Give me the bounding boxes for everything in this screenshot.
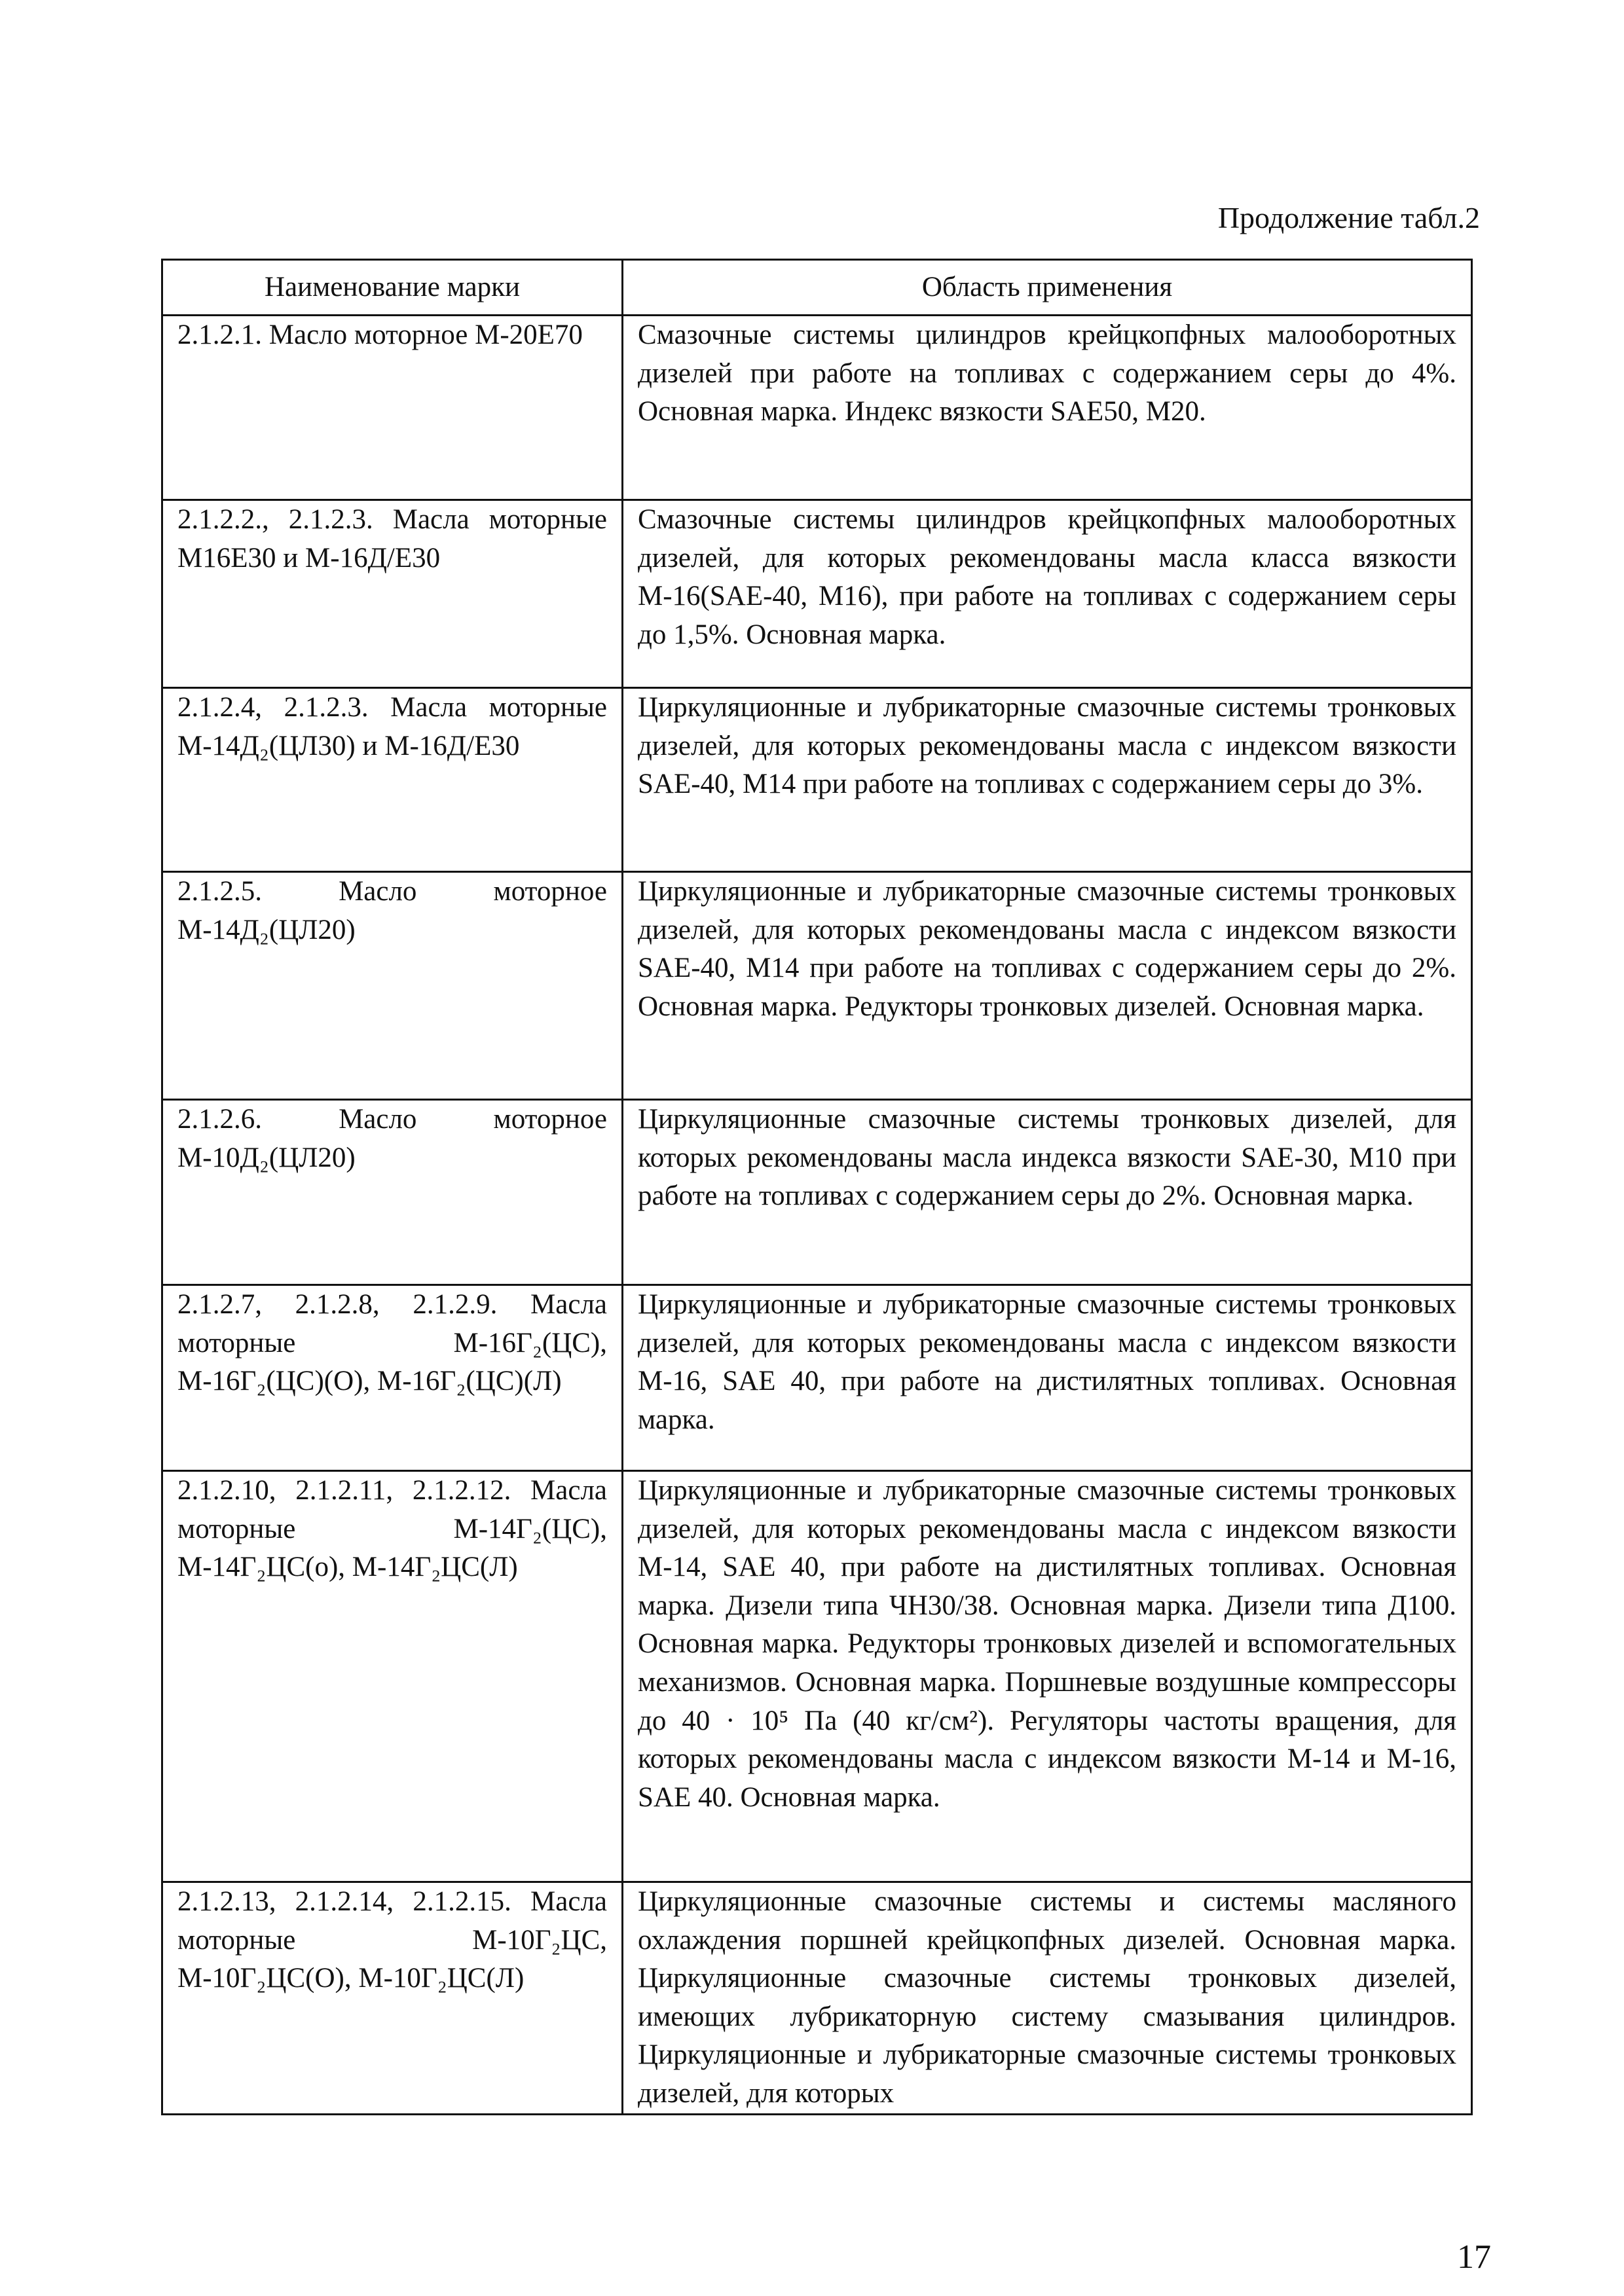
brand-name-cell: 2.1.2.6. Масло моторное М-10Д₂(ЦЛ20) (162, 1100, 623, 1285)
application-area-cell: Циркуляционные и лубрикаторные смазочные системы тронковых дизелей, для которых рекомендованы масла с индексом вязкости SAE-40, M14 при работе на топливах с содержанием серы до 2%. Основная марка. Редукторы тронковых дизелей. Основная марка. (623, 872, 1472, 1100)
table-header-row (162, 260, 1472, 316)
table-row (162, 316, 1472, 500)
table-row (162, 688, 1472, 872)
application-area-cell: Циркуляционные и лубрикаторные смазочные системы тронковых дизелей, для которых рекомендованы масла с индексом вязкости М-14, SAE 40, при работе на дистилятных топливах. Основная марка. Дизели типа ЧН30/38. Основная марка. Дизели типа Д100. Основная марка. Редукторы тронковых дизелей и вспомогательных механизмов. Основная марка. Поршневые воздушные компрессоры до 40 · 10⁵ Па (40 кг/см²). Регуляторы частоты вращения, для которых рекомендованы масла с индексом вязкости М-14 и М-16, SAE 40. Основная марка. (623, 1471, 1472, 1882)
table-row (162, 1471, 1472, 1882)
brand-name-cell: 2.1.2.2., 2.1.2.3. Масла моторные М16Е30 и М-16Д/Е30 (162, 500, 623, 688)
table-row (162, 1285, 1472, 1471)
application-area-cell: Циркуляционные смазочные системы и системы масляного охлаждения поршней крейцкопфных дизелей. Основная марка. Циркуляционные смазочные системы тронковых дизелей, имеющих лубрикаторную систему смазывания цилиндров. Циркуляционные и лубрикаторные смазочные системы тронковых дизелей, для которых (623, 1882, 1472, 2115)
page-number: 17 (1457, 2238, 1491, 2276)
header-application-area: Область применения (623, 260, 1472, 316)
table-row (162, 1882, 1472, 2115)
table-row (162, 500, 1472, 688)
lubricant-table (161, 259, 1473, 2115)
table-continuation-label: Продолжение табл.2 (1217, 201, 1480, 234)
application-area-cell: Циркуляционные смазочные системы тронковых дизелей, для которых рекомендованы масла индекса вязкости SAE-30, M10 при работе на топливах с содержанием серы до 2%. Основная марка. (623, 1100, 1472, 1285)
table-row (162, 872, 1472, 1100)
brand-name-cell: 2.1.2.4, 2.1.2.3. Масла моторные М-14Д₂(ЦЛ30) и М-16Д/Е30 (162, 688, 623, 872)
application-area-cell: Циркуляционные и лубрикаторные смазочные системы тронковых дизелей, для которых рекомендованы масла с индексом вязкости SAE-40, M14 при работе на топливах с содержанием серы до 3%. (623, 688, 1472, 872)
brand-name-cell: 2.1.2.1. Масло моторное М-20Е70 (162, 316, 623, 500)
brand-name-cell: 2.1.2.10, 2.1.2.11, 2.1.2.12. Масла моторные М-14Г₂(ЦС), М-14Г₂ЦС(о), М-14Г₂ЦС(Л) (162, 1471, 623, 1882)
brand-name-cell: 2.1.2.7, 2.1.2.8, 2.1.2.9. Масла моторные М-16Г₂(ЦС), М-16Г₂(ЦС)(О), М-16Г₂(ЦС)(Л) (162, 1285, 623, 1471)
application-area-cell: Смазочные системы цилиндров крейцкопфных малооборотных дизелей, для которых рекомендованы масла класса вязкости М-16(SAE-40, M16), при работе на топливах с содержанием серы до 1,5%. Основная марка. (623, 500, 1472, 688)
header-brand-name: Наименование марки (162, 260, 623, 316)
application-area-cell: Циркуляционные и лубрикаторные смазочные системы тронковых дизелей, для которых рекомендованы масла с индексом вязкости М-16, SAE 40, при работе на дистилятных топливах. Основная марка. (623, 1285, 1472, 1471)
table-row (162, 1100, 1472, 1285)
brand-name-cell: 2.1.2.5. Масло моторное М-14Д₂(ЦЛ20) (162, 872, 623, 1100)
brand-name-cell: 2.1.2.13, 2.1.2.14, 2.1.2.15. Масла моторные М-10Г₂ЦС, М-10Г₂ЦС(О), М-10Г₂ЦС(Л) (162, 1882, 623, 2115)
application-area-cell: Смазочные системы цилиндров крейцкопфных малооборотных дизелей при работе на топливах с содержанием серы до 4%. Основная марка. Индекс вязкости SAE50, М20. (623, 316, 1472, 500)
